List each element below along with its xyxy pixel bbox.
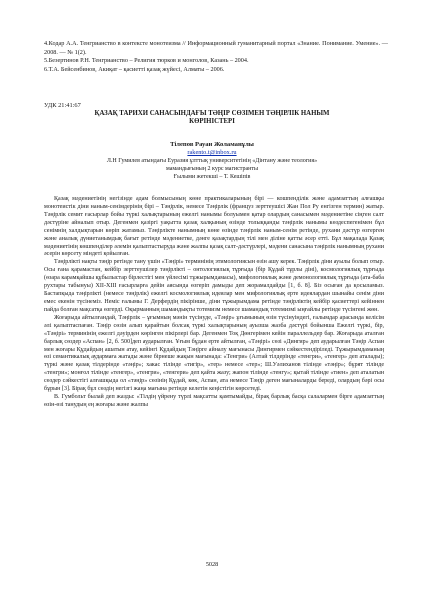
affiliation-block bbox=[44, 158, 380, 181]
reference-item: 4.Кодар А.А. Тенгрианство в контексте монотеизма // Информационный гуманитарный портал «Знание. Понимание. Умение». — 2008. — № 1(2). bbox=[44, 40, 388, 56]
author-block bbox=[44, 141, 380, 158]
author-email-link[interactable]: rakento.t@inbox.ru bbox=[187, 149, 237, 157]
udk-code: УДК 21:41:67 bbox=[44, 102, 81, 109]
body-paragraph: Тәңірлікті нақты тәңір ретінде тану үшін «Тәңірі» терминінің этимологиясын өзін ашу керек. Тәңірлік діни ауылы болып отыр. Осы ғана қарамастан, кейбір зерттеушілер тәңірлікті – онтологиялық тұрғыда (бір Құдай тұрлы діні), космологиялық тұрғыда (өзара карамқайшы құбылыстар бірлестігі мен үйлесімі тұжырымдамасы), мифологиялық және демонологиялық тұрғыда (ата-баба рухтары табынуы) ХІІ-ХІІІ ғасырларға дейін аясында өзгеріп дамыды деп жорамалдайды [1, б. 8]. Біз осыған да қосыламыз. Бастапқыда тәңірлікті (немесе тәңірлік) ежелгі космологиялық идеялар мен мифологиялық ерте идеялардан шынайы сенім діни емес екенін түсінеміз. Неміс ғалымы Г. Дерфердің пікірінше, діни тұжырымдама ретінде тәңірліктің кейбір қасиеттері кейіннен пайда болған мақсатқа өзгерді. Оқырманның шамандықты тотемизм немесе шамандық тотемизмі ыңғайлы ретінде түсінгені жөн. bbox=[44, 259, 384, 313]
reference-item: 5.Безертинов Р.Н. Тенгрианство – Религия тюрков и монголов, Казань – 2004. bbox=[44, 57, 249, 65]
author-name: Тілепов Рауан Жоламанұлы bbox=[170, 141, 254, 148]
body-paragraph: В. Гумбольт былай деп жазды: «Тілдің үйрену түрлі мақсатты қамтымайды, бірақ барлық басқа салалармен бірге адамзаттың өзін-өзі танудың ең жоғары және жалпы bbox=[44, 394, 384, 408]
body-paragraph: Жоғарыда айтылғандай, Тәңірлік – ұғымның мәнін түсінуде, «Тәңір» ұғымының өзін түсінуіндегі, ғалымдар арасында келісім әлі қалыптаспаған. Тәңір сөзін алып қарайтын болсақ түркі халықтарының ауызша жазба дәстүрі бойынша Ежелгі түркі, бір, «Тәңірі» терминінің ежелгі дәуірден көрінген пікірлері бар. Дегенмен Тоқ Дөнгерімен кейін параллельдер бар. Жоғарыда аталған барлық сөздер «Аспан» [2, б. 500]деп аударылған. Ұғым бұдан ерте айтылған, «Тәңірі» сөзі «Дингир» деп аударылған Тәңір Аспан мен жоғары Құдайдың ашатын атау, кейінгі Құдайдың Тәңірге айналу мағынасы Дингирмен сәйкестендіріледі. Тұжырымдаманың өзі семантикалық аудармаға жатады және бірнеше жақын мағынада: «Тенгри» (Алтай тілдерінде «тенгри», «тенгер» деп аталады); түркі және қазақ тілдерінде «тәңір»; хакас тілінде «тигір», «тер» немесе «тер»; Ш.Уәлиханов тілінде «тәңір»; бұрят тілінде «тенгри»; монғол тілінде «тенгер», «тенгри», «тенгери» деп қайта жазу; жапон тілінде «тенгу»; қытай тілінде «тиен» деп аталатын сөздер сәйкестігі алғашқыда ол «тәңір» сөзінің Құдай, көк, Аспан, ата немесе Тәңір деген мағыналарды береді, олардың бәрі осы бұрын [3]. Бірақ бұл сөздің негізгі жаңа мағына ретінде келетін кеңістігін көрсетеді. bbox=[44, 314, 384, 393]
page-number: 5028 bbox=[205, 561, 219, 568]
article-title bbox=[44, 110, 380, 127]
affiliation-line: мамандығының 2 курс магистранты bbox=[165, 165, 259, 172]
reference-item: 6.Т.А. Бейсенбинов, Акиқат – қасиетті қазақ жүйесі, Алматы – 2006. bbox=[44, 65, 225, 73]
body-paragraph: Қазақ мәдениетінің негізінде адам болмысының көне практикаларының бірі — кошпенділік және адамзаттың алғашқы монотеистік діни наным-сенімдерінің бірі – Тәңірлік, немесе Тәңірлік (француз зерттеушісі Жан Пол Ру енгізген термин) жатыр. Тәңірлік семит ғасырлар бойы түркі халықтарының ежелгі нанымы болуымен қатар олардың санасымен мәдениетіне сіңген салт дәстүріне айналып отыр. Дегенмен қазіргі уақытта қазақ халқының өзінде толыққанды тәңірлік нанымы көздеспегенімен бұл сенімнің халдықтарын көріп жатамыз. Тәңірлікте нанымның көне өзінде тәңірлік наным-сенім ретінде, рухани дәстүр өзгерген және аналық дүниетанымдық бағыт ретінде мәдениетке, дәнге қазақтардың тілі мен діліне қатты әсер етті. Бұл мақалада Қазақ мәдениетінің көшпенділер әлемін қалыптастыруда және жалпы қазақ салт-дәстүрлері, мәдени санасына тәңірлік нанымның рухани әсерін көрсету міндеті қойылған. bbox=[44, 196, 384, 258]
article-body bbox=[44, 196, 384, 410]
affiliation-line: Ғылыми жетекші – Т. Кешіпів bbox=[173, 173, 251, 180]
references-list bbox=[44, 40, 388, 74]
title-line: КӨРІНІСТЕРІ bbox=[189, 118, 235, 126]
title-line: ҚАЗАҚ ТАРИХИ САНАСЫНДАҒЫ ТӘҢІР СӨЗІМЕН ТӘҢІРЛІК НАНЫМ bbox=[94, 110, 330, 117]
affiliation-line: Л.Н Гумилев атындағы Еуразия ұлттық университетінің «Дінтану және теология» bbox=[106, 158, 318, 164]
